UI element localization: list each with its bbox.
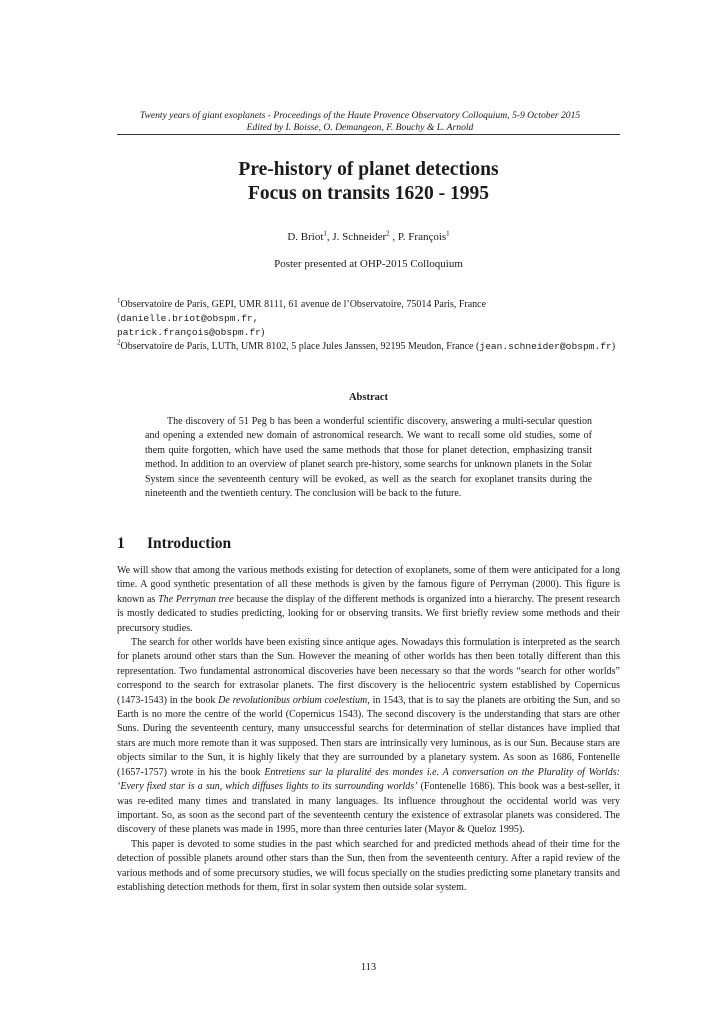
page-number: 113 (360, 962, 377, 973)
paragraph-2-book-title: De revolutionibus orbium coelestium (218, 694, 368, 706)
running-head-line1: Twenty years of giant exoplanets - Proceedings of the Haute Provence Observatory Colloquium, 5-9 October 2015 (139, 110, 581, 121)
author-1-affil: 1 (323, 229, 327, 238)
paragraph-1 (117, 564, 620, 636)
author-3-affil: 1 (446, 229, 450, 238)
paragraph-3: This paper is devoted to some studies in the past which searched for and predicted methods ahead of their time for the detection of possible planets around other stars than the Sun, then from the seventeenth century. After a rapid review of the various methods and of some precursory studies, we will focus specially on the studies predicting some planetary transits and establishing detection methods for them, first in solar system then outside solar system. (117, 838, 620, 893)
title-line2: Focus on transits 1620 - 1995 (247, 183, 490, 204)
paragraph-2-text-c: (Fontenelle 1686). This book was a best-seller, it was re-edited many times and translated in many languages. Its influence throughout the occidental world was very important. So, as soon as the second part of the seventeenth century the existence of extrasolar planets was considered. The discovery of these planets was made in 1995, more than three centuries later (Mayor & Queloz 1995). (117, 781, 620, 836)
poster-note: Poster presented at OHP-2015 Colloquium (274, 258, 463, 270)
section-title: Introduction (147, 535, 232, 552)
email-link-francois[interactable]: patrick.françois@obspm.fr (117, 327, 261, 338)
section-body (117, 564, 620, 895)
affiliation-1-cont: patrick.françois@obspm.fr) (117, 327, 265, 338)
abstract-heading: Abstract (348, 392, 389, 403)
author-2: J. Schneider (332, 231, 387, 243)
header-rule (117, 134, 620, 135)
title-line1: Pre-history of planet detections (238, 159, 499, 180)
running-head-line2: Edited by I. Boisse, O. Demangeon, F. Bouchy & L. Arnold (246, 122, 474, 133)
paper-title (117, 158, 620, 206)
affiliation-2: $^2$Observatoire de Paris, LUTh, UMR 8102, 5 place Jules Janssen, 92195 Meudon, France (jean.schneider@obspm.fr) (117, 338, 616, 352)
affiliations (117, 298, 629, 354)
affiliation-1 (117, 298, 629, 326)
section-number: 1 (117, 535, 125, 552)
affiliation-2-text: Observatoire de Paris, LUTh, UMR 8102, 5 place Jules Janssen, 92195 Meudon, France ( (120, 341, 480, 352)
author-2-affil: 2 (386, 229, 390, 238)
paragraph-2-text-b: , in 1543, that is to say the planets are orbiting the Sun, and so Earth is no more the centre of the world (Copernicus 1543). The second discovery is the understanding that stars are other Suns. During the seventeenth century, many unsuccessful searchs for determination of stellar distances have implied that stars are much more remote than it was supposed. Then stars are intrinsically very luminous, as is our Sun. Because stars are objects similar to the Sun, it is highly likely that they are surrounded by a planetary system. As soon as 1686, Fontenelle (1657-1757) wrote in his the book (117, 694, 620, 778)
affiliation-2-number: 2 (117, 338, 121, 347)
section-heading-introduction (117, 535, 231, 553)
author-list: D. Briot$^1$, J. Schneider$^2$ , P. François$^1$ (287, 229, 450, 243)
affiliation-1-number: 1 (117, 296, 121, 305)
paragraph-2-quote: Entretiens sur la pluralité des mondes i.e. A conversation on the Plurality of Worlds: ‘Every fixed star is a sun, which diffuses lights to its surrounding worlds’ (117, 766, 620, 793)
affiliation-1-text: Observatoire de Paris, GEPI, UMR 8111, 61 avenue de l’Observatoire, 75014 Paris, France ( (117, 299, 487, 324)
paragraph-2-text-a: The search for other worlds have been existing since antique ages. Nowadays this formulation is interpreted as the search for planets around other stars than the Sun. However the meaning of other worlds has then been totally different than this representation. Two fundamental astronomical discoveries have been necessary so that the words “search for other worlds” correspond to the search for extrasolar planets. The first discovery is the heliocentric system established by Copernicus (1473-1543) in the book (117, 637, 620, 706)
author-3: P. François (397, 231, 447, 243)
paragraph-1-emphasis: The Perryman tree (158, 593, 234, 605)
paragraph-1-text-b: because the display of the different methods is organized into a hierarchy. The present research is mostly dedicated to studies predicting, looking for or observing transits. We first briefly review some methods and their precursory studies. (117, 593, 620, 634)
author-1: D. Briot (287, 231, 324, 243)
email-link-briot[interactable]: danielle.briot@obspm.fr, (120, 313, 259, 324)
running-head (117, 110, 603, 134)
abstract-text: The discovery of 51 Peg b has been a wonderful scientific discovery, answering a multi-secular question and opening a extended new domain of astronomical research. We want to recall some old studies, some of them quite forgotten, which have used the same methods that those for planet detection, emphasizing transit method. In addition to an overview of planet search pre-history, some searchs for unknown planets in the Solar System since the seventeenth century will be evoked, as well as the search for exoplanet transits during the nineteenth and the twentieth century. The conclusion will be back to the future. (145, 416, 592, 500)
paragraph-1-text-a: We will show that among the various methods existing for detection of exoplanets, some of them were anticipated for a long time. A good synthetic presentation of all these methods is given by the famous figure of Perryman (2000). This figure is known as (117, 565, 620, 605)
email-link-schneider[interactable]: jean.schneider@obspm.fr (479, 341, 612, 352)
paragraph-2 (117, 636, 620, 838)
